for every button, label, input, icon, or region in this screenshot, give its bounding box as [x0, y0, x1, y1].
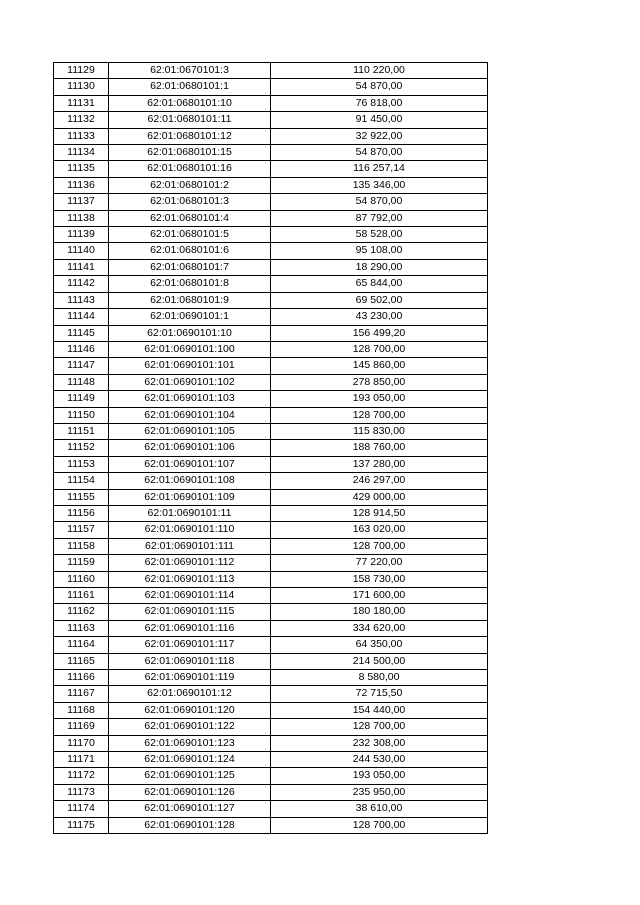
table-row [54, 620, 488, 636]
row-number-cell: 11141 [54, 259, 109, 275]
table-row [54, 161, 488, 177]
table-row [54, 670, 488, 686]
cadastral-number-cell: 62:01:0690101:113 [109, 571, 271, 587]
cadastral-value-cell: 128 700,00 [271, 341, 488, 357]
cadastral-number-cell: 62:01:0690101:10 [109, 325, 271, 341]
row-number-cell: 11152 [54, 440, 109, 456]
table-row [54, 784, 488, 800]
table-row [54, 423, 488, 439]
table-row [54, 489, 488, 505]
table-row [54, 292, 488, 308]
table-row [54, 341, 488, 357]
row-number-cell: 11171 [54, 752, 109, 768]
row-number-cell: 11144 [54, 309, 109, 325]
table-row [54, 817, 488, 833]
cadastral-value-cell: 214 500,00 [271, 653, 488, 669]
cadastral-value-cell: 135 346,00 [271, 177, 488, 193]
cadastral-number-cell: 62:01:0690101:12 [109, 686, 271, 702]
table-row [54, 702, 488, 718]
row-number-cell: 11148 [54, 374, 109, 390]
cadastral-value-cell: 154 440,00 [271, 702, 488, 718]
cadastral-number-cell: 62:01:0690101:102 [109, 374, 271, 390]
row-number-cell: 11169 [54, 719, 109, 735]
cadastral-number-cell: 62:01:0680101:4 [109, 210, 271, 226]
row-number-cell: 11160 [54, 571, 109, 587]
cadastral-value-cell: 69 502,00 [271, 292, 488, 308]
cadastral-number-cell: 62:01:0690101:110 [109, 522, 271, 538]
table-row [54, 588, 488, 604]
cadastral-number-cell: 62:01:0690101:122 [109, 719, 271, 735]
cadastral-value-cell: 43 230,00 [271, 309, 488, 325]
row-number-cell: 11151 [54, 423, 109, 439]
row-number-cell: 11173 [54, 784, 109, 800]
cadastral-value-cell: 156 499,20 [271, 325, 488, 341]
cadastral-number-cell: 62:01:0690101:111 [109, 538, 271, 554]
row-number-cell: 11172 [54, 768, 109, 784]
table-row [54, 522, 488, 538]
cadastral-number-cell: 62:01:0690101:124 [109, 752, 271, 768]
cadastral-value-cell: 18 290,00 [271, 259, 488, 275]
table-row [54, 276, 488, 292]
cadastral-value-cell: 128 700,00 [271, 538, 488, 554]
cadastral-number-cell: 62:01:0690101:1 [109, 309, 271, 325]
cadastral-number-cell: 62:01:0690101:103 [109, 391, 271, 407]
table-row [54, 358, 488, 374]
table-row [54, 555, 488, 571]
cadastral-number-cell: 62:01:0690101:11 [109, 505, 271, 521]
cadastral-number-cell: 62:01:0690101:125 [109, 768, 271, 784]
cadastral-number-cell: 62:01:0680101:1 [109, 79, 271, 95]
table-row [54, 243, 488, 259]
table-row [54, 505, 488, 521]
cadastral-value-table [53, 62, 488, 834]
cadastral-value-cell: 72 715,50 [271, 686, 488, 702]
row-number-cell: 11153 [54, 456, 109, 472]
row-number-cell: 11168 [54, 702, 109, 718]
cadastral-number-cell: 62:01:0680101:10 [109, 95, 271, 111]
table-row [54, 686, 488, 702]
row-number-cell: 11170 [54, 735, 109, 751]
row-number-cell: 11159 [54, 555, 109, 571]
cadastral-value-cell: 188 760,00 [271, 440, 488, 456]
cadastral-value-cell: 95 108,00 [271, 243, 488, 259]
table-row [54, 325, 488, 341]
table-row [54, 227, 488, 243]
cadastral-number-cell: 62:01:0680101:6 [109, 243, 271, 259]
row-number-cell: 11162 [54, 604, 109, 620]
row-number-cell: 11163 [54, 620, 109, 636]
table-row [54, 112, 488, 128]
cadastral-value-cell: 171 600,00 [271, 588, 488, 604]
row-number-cell: 11143 [54, 292, 109, 308]
cadastral-value-cell: 334 620,00 [271, 620, 488, 636]
row-number-cell: 11134 [54, 145, 109, 161]
row-number-cell: 11150 [54, 407, 109, 423]
cadastral-number-cell: 62:01:0680101:2 [109, 177, 271, 193]
cadastral-value-cell: 65 844,00 [271, 276, 488, 292]
row-number-cell: 11137 [54, 194, 109, 210]
cadastral-value-cell: 64 350,00 [271, 637, 488, 653]
cadastral-number-cell: 62:01:0690101:106 [109, 440, 271, 456]
cadastral-number-cell: 62:01:0690101:104 [109, 407, 271, 423]
cadastral-value-cell: 158 730,00 [271, 571, 488, 587]
cadastral-value-cell: 128 700,00 [271, 407, 488, 423]
cadastral-value-cell: 77 220,00 [271, 555, 488, 571]
table-row [54, 374, 488, 390]
row-number-cell: 11174 [54, 801, 109, 817]
table-row [54, 719, 488, 735]
cadastral-value-cell: 128 700,00 [271, 817, 488, 833]
document-page [53, 62, 488, 834]
table-row [54, 407, 488, 423]
row-number-cell: 11146 [54, 341, 109, 357]
cadastral-value-cell: 193 050,00 [271, 768, 488, 784]
cadastral-value-cell: 54 870,00 [271, 79, 488, 95]
row-number-cell: 11142 [54, 276, 109, 292]
cadastral-number-cell: 62:01:0690101:109 [109, 489, 271, 505]
table-row [54, 145, 488, 161]
table-row [54, 801, 488, 817]
row-number-cell: 11161 [54, 588, 109, 604]
row-number-cell: 11131 [54, 95, 109, 111]
cadastral-number-cell: 62:01:0670101:3 [109, 63, 271, 79]
table-row [54, 95, 488, 111]
cadastral-value-cell: 163 020,00 [271, 522, 488, 538]
cadastral-value-cell: 246 297,00 [271, 473, 488, 489]
cadastral-number-cell: 62:01:0680101:3 [109, 194, 271, 210]
cadastral-value-cell: 128 914,50 [271, 505, 488, 521]
cadastral-number-cell: 62:01:0690101:107 [109, 456, 271, 472]
row-number-cell: 11175 [54, 817, 109, 833]
table-row [54, 604, 488, 620]
row-number-cell: 11136 [54, 177, 109, 193]
table-row [54, 259, 488, 275]
cadastral-number-cell: 62:01:0690101:112 [109, 555, 271, 571]
cadastral-value-cell: 128 700,00 [271, 719, 488, 735]
table-row [54, 473, 488, 489]
cadastral-value-cell: 116 257,14 [271, 161, 488, 177]
table-row [54, 309, 488, 325]
cadastral-value-cell: 110 220,00 [271, 63, 488, 79]
row-number-cell: 11147 [54, 358, 109, 374]
cadastral-value-cell: 137 280,00 [271, 456, 488, 472]
cadastral-value-cell: 244 530,00 [271, 752, 488, 768]
cadastral-number-cell: 62:01:0680101:11 [109, 112, 271, 128]
cadastral-value-cell: 232 308,00 [271, 735, 488, 751]
table-row [54, 653, 488, 669]
row-number-cell: 11165 [54, 653, 109, 669]
cadastral-number-cell: 62:01:0690101:114 [109, 588, 271, 604]
row-number-cell: 11133 [54, 128, 109, 144]
cadastral-value-cell: 429 000,00 [271, 489, 488, 505]
cadastral-number-cell: 62:01:0690101:105 [109, 423, 271, 439]
cadastral-number-cell: 62:01:0690101:101 [109, 358, 271, 374]
row-number-cell: 11158 [54, 538, 109, 554]
row-number-cell: 11132 [54, 112, 109, 128]
row-number-cell: 11129 [54, 63, 109, 79]
table-row [54, 538, 488, 554]
cadastral-number-cell: 62:01:0680101:12 [109, 128, 271, 144]
cadastral-number-cell: 62:01:0680101:15 [109, 145, 271, 161]
cadastral-value-cell: 54 870,00 [271, 194, 488, 210]
cadastral-value-cell: 8 580,00 [271, 670, 488, 686]
cadastral-value-cell: 38 610,00 [271, 801, 488, 817]
cadastral-number-cell: 62:01:0690101:119 [109, 670, 271, 686]
cadastral-number-cell: 62:01:0690101:123 [109, 735, 271, 751]
cadastral-number-cell: 62:01:0690101:115 [109, 604, 271, 620]
cadastral-number-cell: 62:01:0680101:8 [109, 276, 271, 292]
cadastral-number-cell: 62:01:0680101:9 [109, 292, 271, 308]
cadastral-number-cell: 62:01:0680101:5 [109, 227, 271, 243]
cadastral-value-cell: 87 792,00 [271, 210, 488, 226]
row-number-cell: 11166 [54, 670, 109, 686]
cadastral-value-cell: 115 830,00 [271, 423, 488, 439]
table-row [54, 63, 488, 79]
cadastral-number-cell: 62:01:0690101:126 [109, 784, 271, 800]
row-number-cell: 11139 [54, 227, 109, 243]
row-number-cell: 11164 [54, 637, 109, 653]
table-row [54, 735, 488, 751]
cadastral-number-cell: 62:01:0690101:108 [109, 473, 271, 489]
row-number-cell: 11157 [54, 522, 109, 538]
cadastral-value-cell: 145 860,00 [271, 358, 488, 374]
table-row [54, 752, 488, 768]
cadastral-number-cell: 62:01:0690101:100 [109, 341, 271, 357]
row-number-cell: 11154 [54, 473, 109, 489]
row-number-cell: 11167 [54, 686, 109, 702]
table-row [54, 194, 488, 210]
cadastral-number-cell: 62:01:0690101:117 [109, 637, 271, 653]
cadastral-value-cell: 54 870,00 [271, 145, 488, 161]
cadastral-value-cell: 76 818,00 [271, 95, 488, 111]
cadastral-number-cell: 62:01:0690101:128 [109, 817, 271, 833]
table-body [54, 63, 488, 834]
row-number-cell: 11155 [54, 489, 109, 505]
table-row [54, 128, 488, 144]
cadastral-number-cell: 62:01:0680101:7 [109, 259, 271, 275]
row-number-cell: 11145 [54, 325, 109, 341]
cadastral-value-cell: 278 850,00 [271, 374, 488, 390]
table-row [54, 768, 488, 784]
row-number-cell: 11149 [54, 391, 109, 407]
row-number-cell: 11138 [54, 210, 109, 226]
row-number-cell: 11156 [54, 505, 109, 521]
cadastral-number-cell: 62:01:0680101:16 [109, 161, 271, 177]
table-row [54, 456, 488, 472]
cadastral-number-cell: 62:01:0690101:118 [109, 653, 271, 669]
cadastral-value-cell: 58 528,00 [271, 227, 488, 243]
cadastral-value-cell: 235 950,00 [271, 784, 488, 800]
cadastral-number-cell: 62:01:0690101:127 [109, 801, 271, 817]
cadastral-number-cell: 62:01:0690101:116 [109, 620, 271, 636]
cadastral-value-cell: 32 922,00 [271, 128, 488, 144]
table-row [54, 571, 488, 587]
cadastral-number-cell: 62:01:0690101:120 [109, 702, 271, 718]
table-row [54, 391, 488, 407]
cadastral-value-cell: 180 180,00 [271, 604, 488, 620]
table-row [54, 79, 488, 95]
table-row [54, 210, 488, 226]
row-number-cell: 11130 [54, 79, 109, 95]
cadastral-value-cell: 193 050,00 [271, 391, 488, 407]
cadastral-value-cell: 91 450,00 [271, 112, 488, 128]
table-row [54, 637, 488, 653]
table-row [54, 177, 488, 193]
row-number-cell: 11135 [54, 161, 109, 177]
table-row [54, 440, 488, 456]
row-number-cell: 11140 [54, 243, 109, 259]
